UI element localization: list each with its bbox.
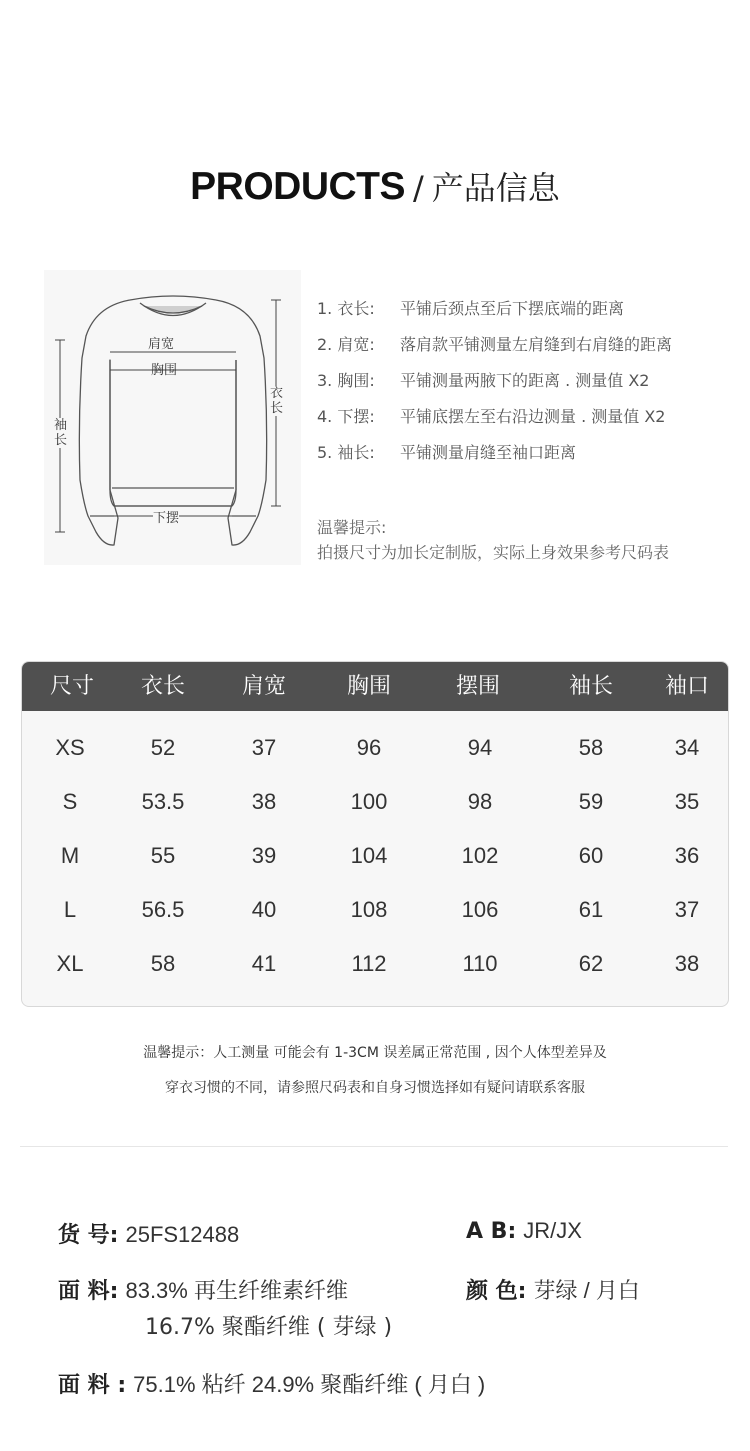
note-label: 2. 肩宽: (317, 335, 375, 354)
ab-code-value: JR/JX (523, 1218, 582, 1243)
item-number (58, 1218, 239, 1249)
cell-chest: 100 (350, 789, 388, 814)
hem-label: 下摆 (153, 507, 179, 526)
header-length: 衣长 (140, 674, 186, 699)
cell-sleeve: 62 (578, 951, 604, 976)
header-hem: 摆围 (455, 674, 501, 699)
cell-hem: 98 (467, 789, 493, 814)
cell-sleeve: 60 (578, 843, 604, 868)
cell-shoulder: 37 (251, 735, 277, 760)
fabric-main (58, 1274, 348, 1305)
tip-text: 拍摄尺寸为加长定制版，实际上身效果参考尺码表 (317, 543, 670, 562)
cell-cuff: 38 (674, 951, 700, 976)
header-shoulder: 肩宽 (241, 674, 287, 699)
cell-hem: 106 (461, 897, 499, 922)
ab-code (466, 1218, 582, 1244)
cell-size: XL (56, 951, 84, 976)
title-english: PRODUCTS (190, 165, 406, 208)
note-hem (317, 404, 737, 440)
cell-length: 55 (150, 843, 176, 868)
cell-cuff: 36 (674, 843, 700, 868)
note-label: 5. 袖长: (317, 443, 375, 462)
note-length (317, 296, 737, 332)
header-cuff: 袖口 (664, 674, 710, 699)
fabric-main-line-1: 83.3% 再生纤维素纤维 (125, 1278, 348, 1303)
header-sleeve: 袖长 (568, 674, 614, 699)
cell-hem: 102 (461, 843, 499, 868)
cell-shoulder: 41 (251, 951, 277, 976)
note-text: 平铺测量肩缝至袖口距离 (400, 443, 577, 462)
shoulder-label: 肩宽 (148, 337, 175, 352)
note-label: 3. 胸围: (317, 371, 375, 390)
chest-label: 胸围 (151, 363, 178, 378)
cell-shoulder: 38 (251, 789, 277, 814)
cell-size: M (60, 843, 80, 868)
color-value: 芽绿 / 月白 (533, 1278, 640, 1303)
cell-sleeve: 61 (578, 897, 604, 922)
cell-chest: 96 (356, 735, 382, 760)
section-divider (20, 1146, 728, 1147)
tip-title: 温馨提示: (317, 518, 387, 537)
table-row (22, 937, 728, 991)
cell-sleeve: 58 (578, 735, 604, 760)
cell-length: 58 (150, 951, 176, 976)
cell-cuff: 37 (674, 897, 700, 922)
fabric-secondary (58, 1368, 485, 1399)
size-table (21, 661, 729, 1007)
cell-sleeve: 59 (578, 789, 604, 814)
note-shoulder (317, 332, 737, 368)
title-chinese: 产品信息 (431, 169, 560, 207)
note-text: 落肩款平铺测量左肩缝到右肩缝的距离 (400, 335, 673, 354)
warning-line-2: 穿衣习惯的不同，请参照尺码表和自身习惯选择如有疑问请联系客服 (165, 1080, 585, 1096)
color-key: 颜 色: (466, 1279, 527, 1304)
header-size: 尺寸 (49, 674, 95, 699)
note-label: 4. 下摆: (317, 407, 375, 426)
fabric-secondary-value: 75.1% 粘纤 24.9% 聚酯纤维 ( 月白 ) (133, 1372, 486, 1397)
fabric-secondary-key: 面 料 : (58, 1373, 127, 1398)
item-number-value: 25FS12488 (125, 1222, 240, 1247)
note-label: 1. 衣长: (317, 299, 375, 318)
table-header (22, 662, 728, 711)
note-chest (317, 368, 737, 404)
header-chest: 胸围 (346, 674, 392, 699)
cell-shoulder: 39 (251, 843, 277, 868)
fabric-main-line-2: 16.7% 聚酯纤维 ( 芽绿 ) (145, 1315, 393, 1340)
cell-cuff: 35 (674, 789, 700, 814)
measurement-diagram (44, 270, 301, 565)
table-row (22, 721, 728, 775)
color-info (466, 1274, 640, 1305)
warning-line-1: 温馨提示：人工测量 可能会有 1-3CM 误差属正常范围 , 因个人体型差异及 (143, 1045, 607, 1061)
table-row (22, 775, 728, 829)
measurement-tip (317, 515, 669, 565)
cell-length: 56.5 (141, 897, 185, 922)
page-title (0, 163, 750, 209)
note-text: 平铺底摆左至右沿边测量 . 测量值 X2 (400, 407, 666, 426)
cell-length: 52 (150, 735, 176, 760)
ab-code-key: A B: (466, 1219, 517, 1244)
title-separator: / (413, 169, 424, 207)
table-row (22, 829, 728, 883)
table-row (22, 883, 728, 937)
sleeve-label: 袖长 (54, 418, 68, 448)
note-sleeve (317, 440, 737, 476)
cell-hem: 110 (462, 951, 498, 976)
cell-length: 53.5 (141, 789, 185, 814)
cell-chest: 104 (350, 843, 388, 868)
cell-size: L (63, 897, 77, 922)
cell-chest: 112 (351, 951, 387, 976)
measurement-notes (317, 296, 737, 476)
cell-size: XS (55, 735, 85, 760)
note-text: 平铺后颈点至后下摆底端的距离 (400, 299, 625, 318)
cell-shoulder: 40 (251, 897, 277, 922)
cell-hem: 94 (467, 735, 493, 760)
note-text: 平铺测量两腋下的距离 . 测量值 X2 (400, 371, 650, 390)
item-number-key: 货 号: (58, 1223, 119, 1248)
cell-size: S (62, 789, 78, 814)
cell-cuff: 34 (674, 735, 700, 760)
length-label: 衣长 (270, 386, 284, 416)
fabric-main-key: 面 料: (58, 1279, 119, 1304)
cell-chest: 108 (350, 897, 388, 922)
